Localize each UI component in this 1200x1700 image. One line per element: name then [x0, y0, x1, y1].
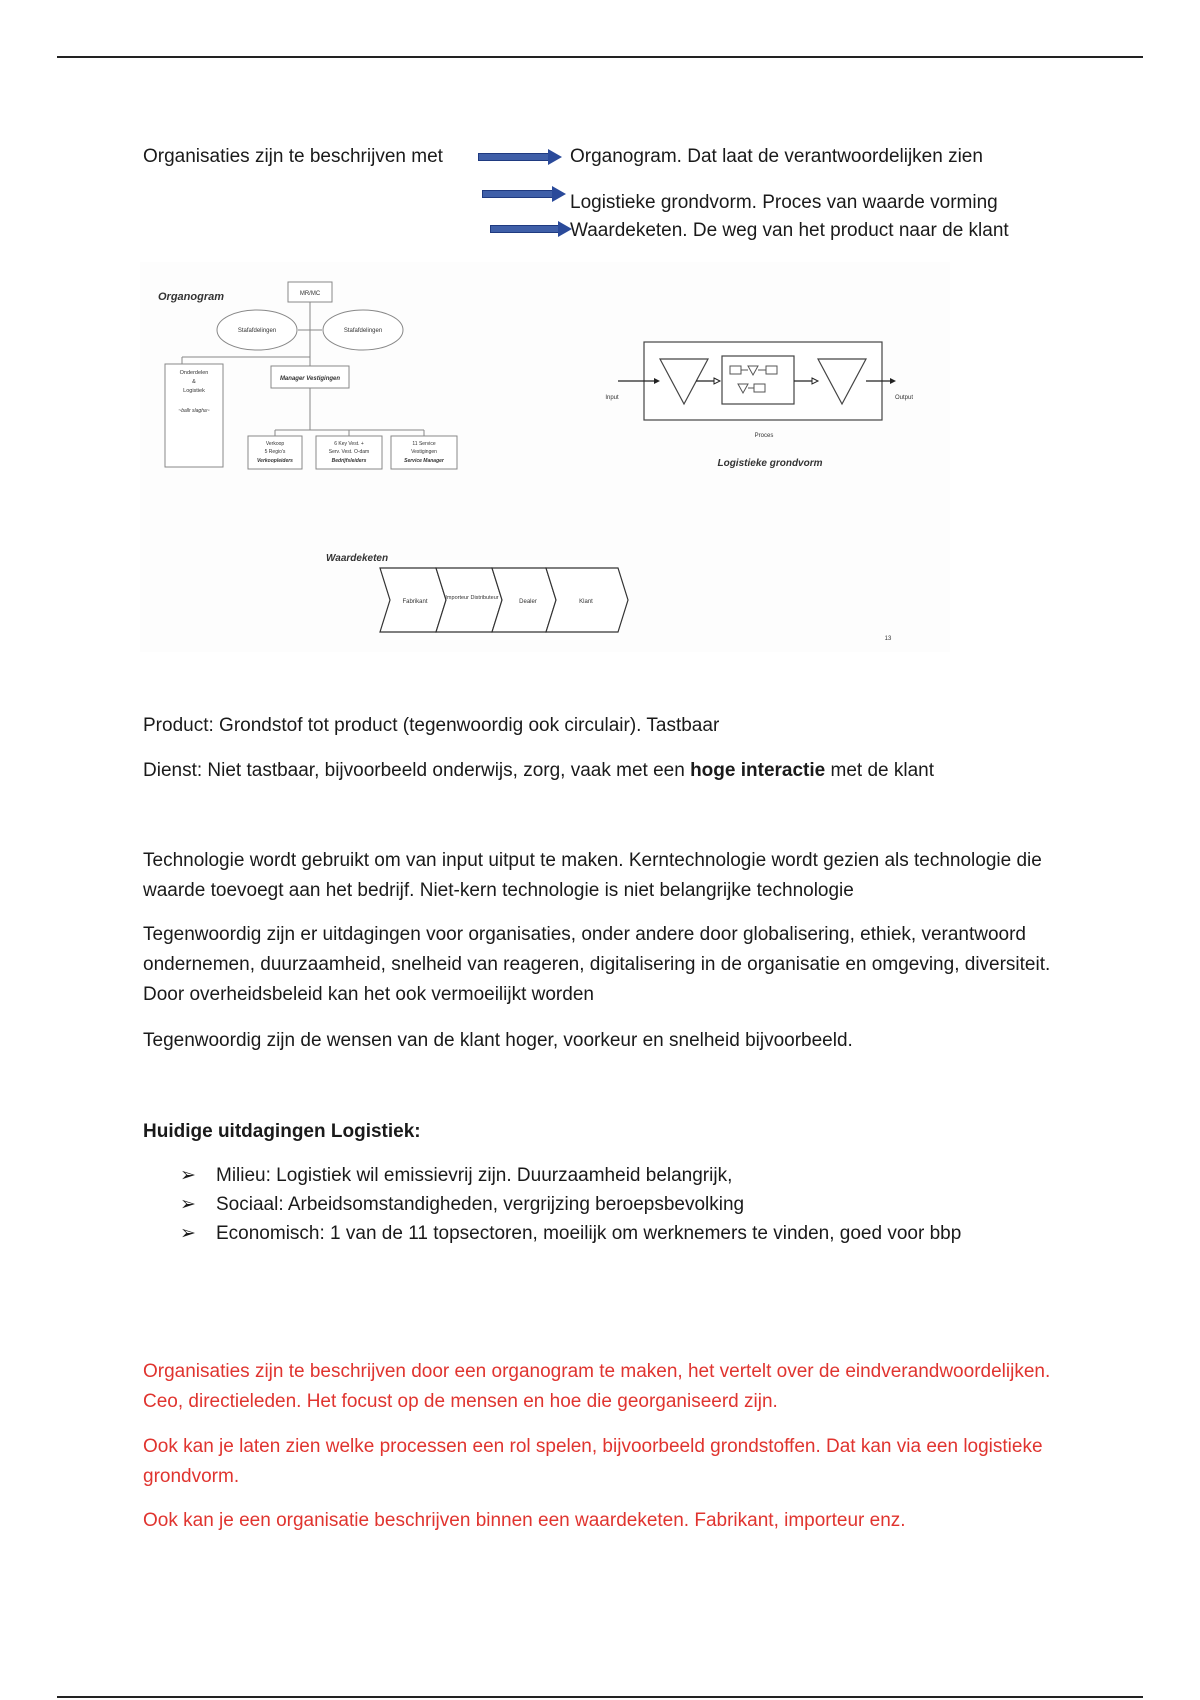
org-manager-label: Manager Vestigingen: [279, 376, 341, 382]
dienst-text: Dienst: Niet tastbaar, bijvoorbeeld onderwijs, zorg, vaak met een: [143, 760, 691, 781]
arrow-icon: [478, 149, 562, 165]
arrow-icon: [490, 221, 572, 237]
slide-page-number: 13: [884, 636, 892, 642]
org-unit-line: Bedrijfsleiders: [331, 458, 367, 464]
waardeketen-step-label: Importeur Distributeur: [445, 595, 499, 601]
grondvorm-process-box: [722, 356, 794, 404]
org-unit-line: 5 Regio's: [264, 449, 286, 455]
waardeketen-step-label: Klant: [579, 599, 593, 605]
top-rule: [57, 56, 1143, 58]
waardeketen-step-label: Dealer: [519, 599, 537, 605]
org-side-line: &: [192, 379, 196, 385]
waardeketen-title: Waardeketen: [326, 553, 389, 564]
grondvorm-title: Logistieke grondvorm: [717, 458, 823, 469]
waardeketen-step-label: Fabrikant: [402, 599, 428, 605]
org-top-label: MR/MC: [299, 291, 321, 297]
list-item-text: Sociaal: Arbeidsomstandigheden, vergrijzing beroepsbevolking: [216, 1194, 745, 1215]
summary-organogram: Organisaties zijn te beschrijven door een organogram te maken, het vertelt over de eindverandwoordelijken. Ceo, directieleden. Het focust op de mensen en hoe die georganiseerd zijn.: [143, 1361, 1051, 1412]
organogram-title: Organogram: [158, 291, 225, 303]
org-side-line: Logistiek: [183, 388, 205, 394]
grondvorm-input-label: Input: [605, 395, 619, 401]
product-paragraph: Product: Grondstof tot product (tegenwoordig ook circulair). Tastbaar: [143, 715, 720, 736]
intro-item-grondvorm: Logistieke grondvorm. Proces van waarde vorming: [570, 192, 998, 213]
dienst-bold-text: hoge interactie: [690, 760, 826, 781]
bullet-arrow-icon: ➢: [180, 1194, 196, 1215]
org-staff-right-label: Stafafdelingen: [343, 328, 383, 334]
org-unit-line: 6 Key Vest. +: [334, 441, 364, 447]
org-unit-line: Serv. Vest. O-dam: [328, 449, 370, 455]
arrow-icon: [482, 186, 566, 202]
org-unit-line: Service Manager: [404, 458, 444, 464]
summary-waardeketen: Ook kan je een organisatie beschrijven binnen een waardeketen. Fabrikant, importeur enz.: [143, 1510, 906, 1531]
org-unit-line: Verkoop: [265, 441, 285, 447]
bullet-arrow-icon: ➢: [180, 1223, 196, 1244]
dienst-text-end: met de klant: [825, 760, 934, 781]
technologie-paragraph: Technologie wordt gebruikt om van input uitput te maken. Kerntechnologie wordt gezien als technologie die waarde toevoegt aan het bedrijf. Niet-kern technologie is niet belangrijke technologie: [143, 850, 1042, 901]
org-side-line: Onderdelen: [179, 370, 209, 376]
dienst-paragraph: [143, 756, 1073, 786]
org-side-line: ~ballr slagha~: [178, 408, 210, 414]
intro-item-waardeketen: Waardeketen. De weg van het product naar de klant: [570, 220, 1009, 241]
org-unit-line: Vestigingen: [411, 449, 437, 455]
diagram-svg: [140, 262, 950, 652]
summary-grondvorm: Ook kan je laten zien welke processen een rol spelen, bijvoorbeeld grondstoffen. Dat kan via een logistieke grondvorm.: [143, 1436, 1043, 1487]
wensen-paragraph: Tegenwoordig zijn de wensen van de klant hoger, voorkeur en snelheid bijvoorbeeld.: [143, 1030, 853, 1051]
organisation-diagram: [140, 262, 950, 652]
logistiek-heading: Huidige uitdagingen Logistiek:: [143, 1121, 421, 1142]
list-item-text: Milieu: Logistiek wil emissievrij zijn. Duurzaamheid belangrijk,: [216, 1165, 733, 1186]
bullet-arrow-icon: ➢: [180, 1165, 196, 1186]
grondvorm-output-label: Output: [894, 395, 914, 401]
intro-lead: Organisaties zijn te beschrijven met: [143, 146, 443, 167]
intro-item-organogram: Organogram. Dat laat de verantwoordelijken zien: [570, 146, 983, 167]
org-unit-line: 11 Service: [412, 441, 436, 447]
bottom-rule: [57, 1696, 1143, 1698]
org-staff-left-label: Stafafdelingen: [237, 328, 277, 334]
org-unit-line: Verkoopleiders: [257, 458, 293, 464]
list-item-text: Economisch: 1 van de 11 topsectoren, moeilijk om werknemers te vinden, goed voor bbp: [216, 1223, 962, 1244]
grondvorm-process-label: Proces: [754, 433, 774, 439]
uitdagingen-paragraph: Tegenwoordig zijn er uitdagingen voor organisaties, onder andere door globalisering, ethiek, verantwoord ondernemen, duurzaamheid, snelheid van reageren, digitalisering in de organisatie en omgeving, diversiteit. Door overheidsbeleid kan het ook vermoeilijkt worden: [143, 924, 1051, 1005]
